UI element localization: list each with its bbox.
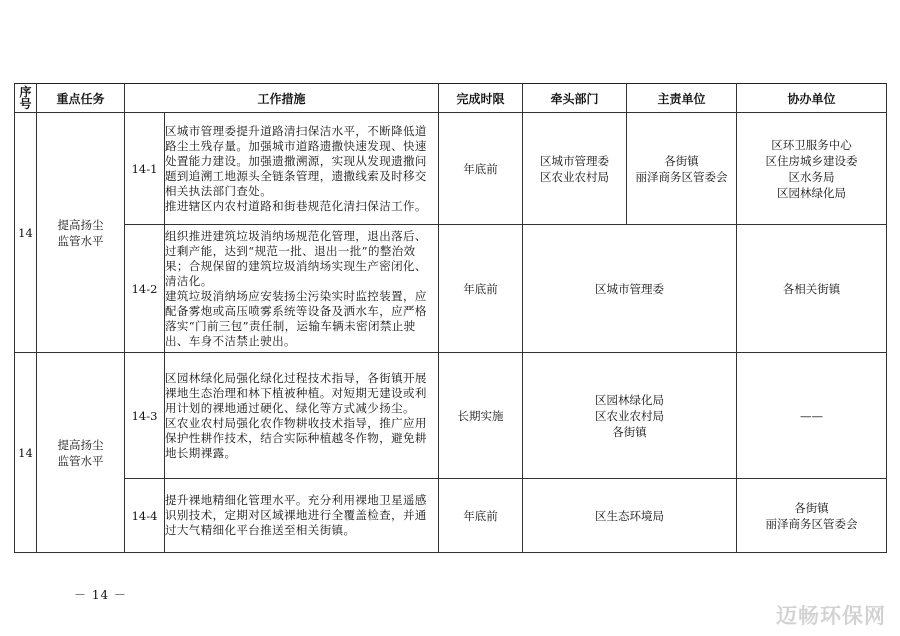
measure-paragraph: 组织推进建筑垃圾消纳场规范化管理，退出落后、过剩产能，达到“规范一批、退出一批”的整治效果；合规保留的建筑垃圾消纳场实现生产密闭化、清洁化。 [165, 228, 427, 288]
seq-cell: 14 [15, 113, 37, 353]
header-task: 重点任务 [37, 84, 125, 113]
responsible-cell: 各街镇 丽泽商务区管委会 [627, 113, 737, 225]
task-cell: 提高扬尘 监管水平 [37, 113, 125, 353]
assisting-cell: 区环卫服务中心 区住房城乡建设委 区水务局 区园林绿化局 [737, 113, 887, 225]
measures-cell [165, 113, 439, 225]
header-measures: 工作措施 [125, 84, 439, 113]
measure-paragraph: 区城市管理委提升道路清扫保洁水平，不断降低道路尘土残存量。加强城市道路遗撒快速发现、快速处置能力建设。加强遗撒溯源，实现从发现遗撒问题到追溯工地源头全链条管理，遗撒线索及时移交相关执法部门查处。 [165, 123, 427, 198]
sub-number-cell: 14-2 [125, 225, 165, 353]
lead-responsible-cell: 区生态环境局 [523, 479, 737, 553]
seq-cell: 14 [15, 353, 37, 553]
task-cell: 提高扬尘 监管水平 [37, 353, 125, 553]
table-row [15, 479, 887, 553]
measures-cell [165, 353, 439, 479]
table-header-row [15, 84, 887, 113]
header-deadline: 完成时限 [439, 84, 523, 113]
lead-responsible-cell: 区园林绿化局 区农业农村局 各街镇 [523, 353, 737, 479]
header-assisting: 协办单位 [737, 84, 887, 113]
measures-cell [165, 479, 439, 553]
page-number: － 14 － [74, 588, 127, 602]
deadline-cell: 年底前 [439, 113, 523, 225]
table-row [15, 225, 887, 353]
measure-paragraph: 建筑垃圾消纳场应安装扬尘污染实时监控装置，应配备雾炮或高压喷雾系统等设备及洒水车，应严格落实“门前三包”责任制，运输车辆未密闭禁止驶出、车身不洁禁止驶出。 [165, 288, 427, 348]
assisting-cell: —— [737, 353, 887, 479]
measures-cell [165, 225, 439, 353]
deadline-cell: 年底前 [439, 225, 523, 353]
sub-number-cell: 14-4 [125, 479, 165, 553]
deadline-cell: 年底前 [439, 479, 523, 553]
measure-paragraph: 区园林绿化局强化绿化过程技术指导，各街镇开展裸地生态治理和林下植被种植。对短期无建设或利用计划的裸地通过硬化、绿化等方式减少扬尘。 [165, 370, 427, 415]
assisting-cell: 各相关街镇 [737, 225, 887, 353]
measure-paragraph: 提升裸地精细化管理水平。充分利用裸地卫星遥感识别技术，定期对区域裸地进行全覆盖检查，并通过大气精细化平台推送至相关街镇。 [165, 493, 427, 537]
table-row [15, 113, 887, 225]
measure-paragraph: 推进辖区内农村道路和街巷规范化清扫保洁工作。 [165, 198, 427, 213]
site-watermark: 迈畅环保网 [776, 604, 886, 628]
sub-number-cell: 14-1 [125, 113, 165, 225]
assisting-cell: 各街镇 丽泽商务区管委会 [737, 479, 887, 553]
header-lead-dept: 牵头部门 [523, 84, 627, 113]
header-seq: 序号 [15, 84, 37, 113]
sub-number-cell: 14-3 [125, 353, 165, 479]
header-responsible: 主责单位 [627, 84, 737, 113]
deadline-cell: 长期实施 [439, 353, 523, 479]
measure-paragraph: 区农业农村局强化农作物耕收技术指导，推广应用保护性耕作技术，结合实际种植越冬作物，避免耕地长期裸露。 [165, 415, 427, 460]
lead-dept-cell: 区城市管理委 区农业农村局 [523, 113, 627, 225]
measures-table [14, 83, 887, 553]
table-row [15, 353, 887, 479]
lead-responsible-cell: 区城市管理委 [523, 225, 737, 353]
